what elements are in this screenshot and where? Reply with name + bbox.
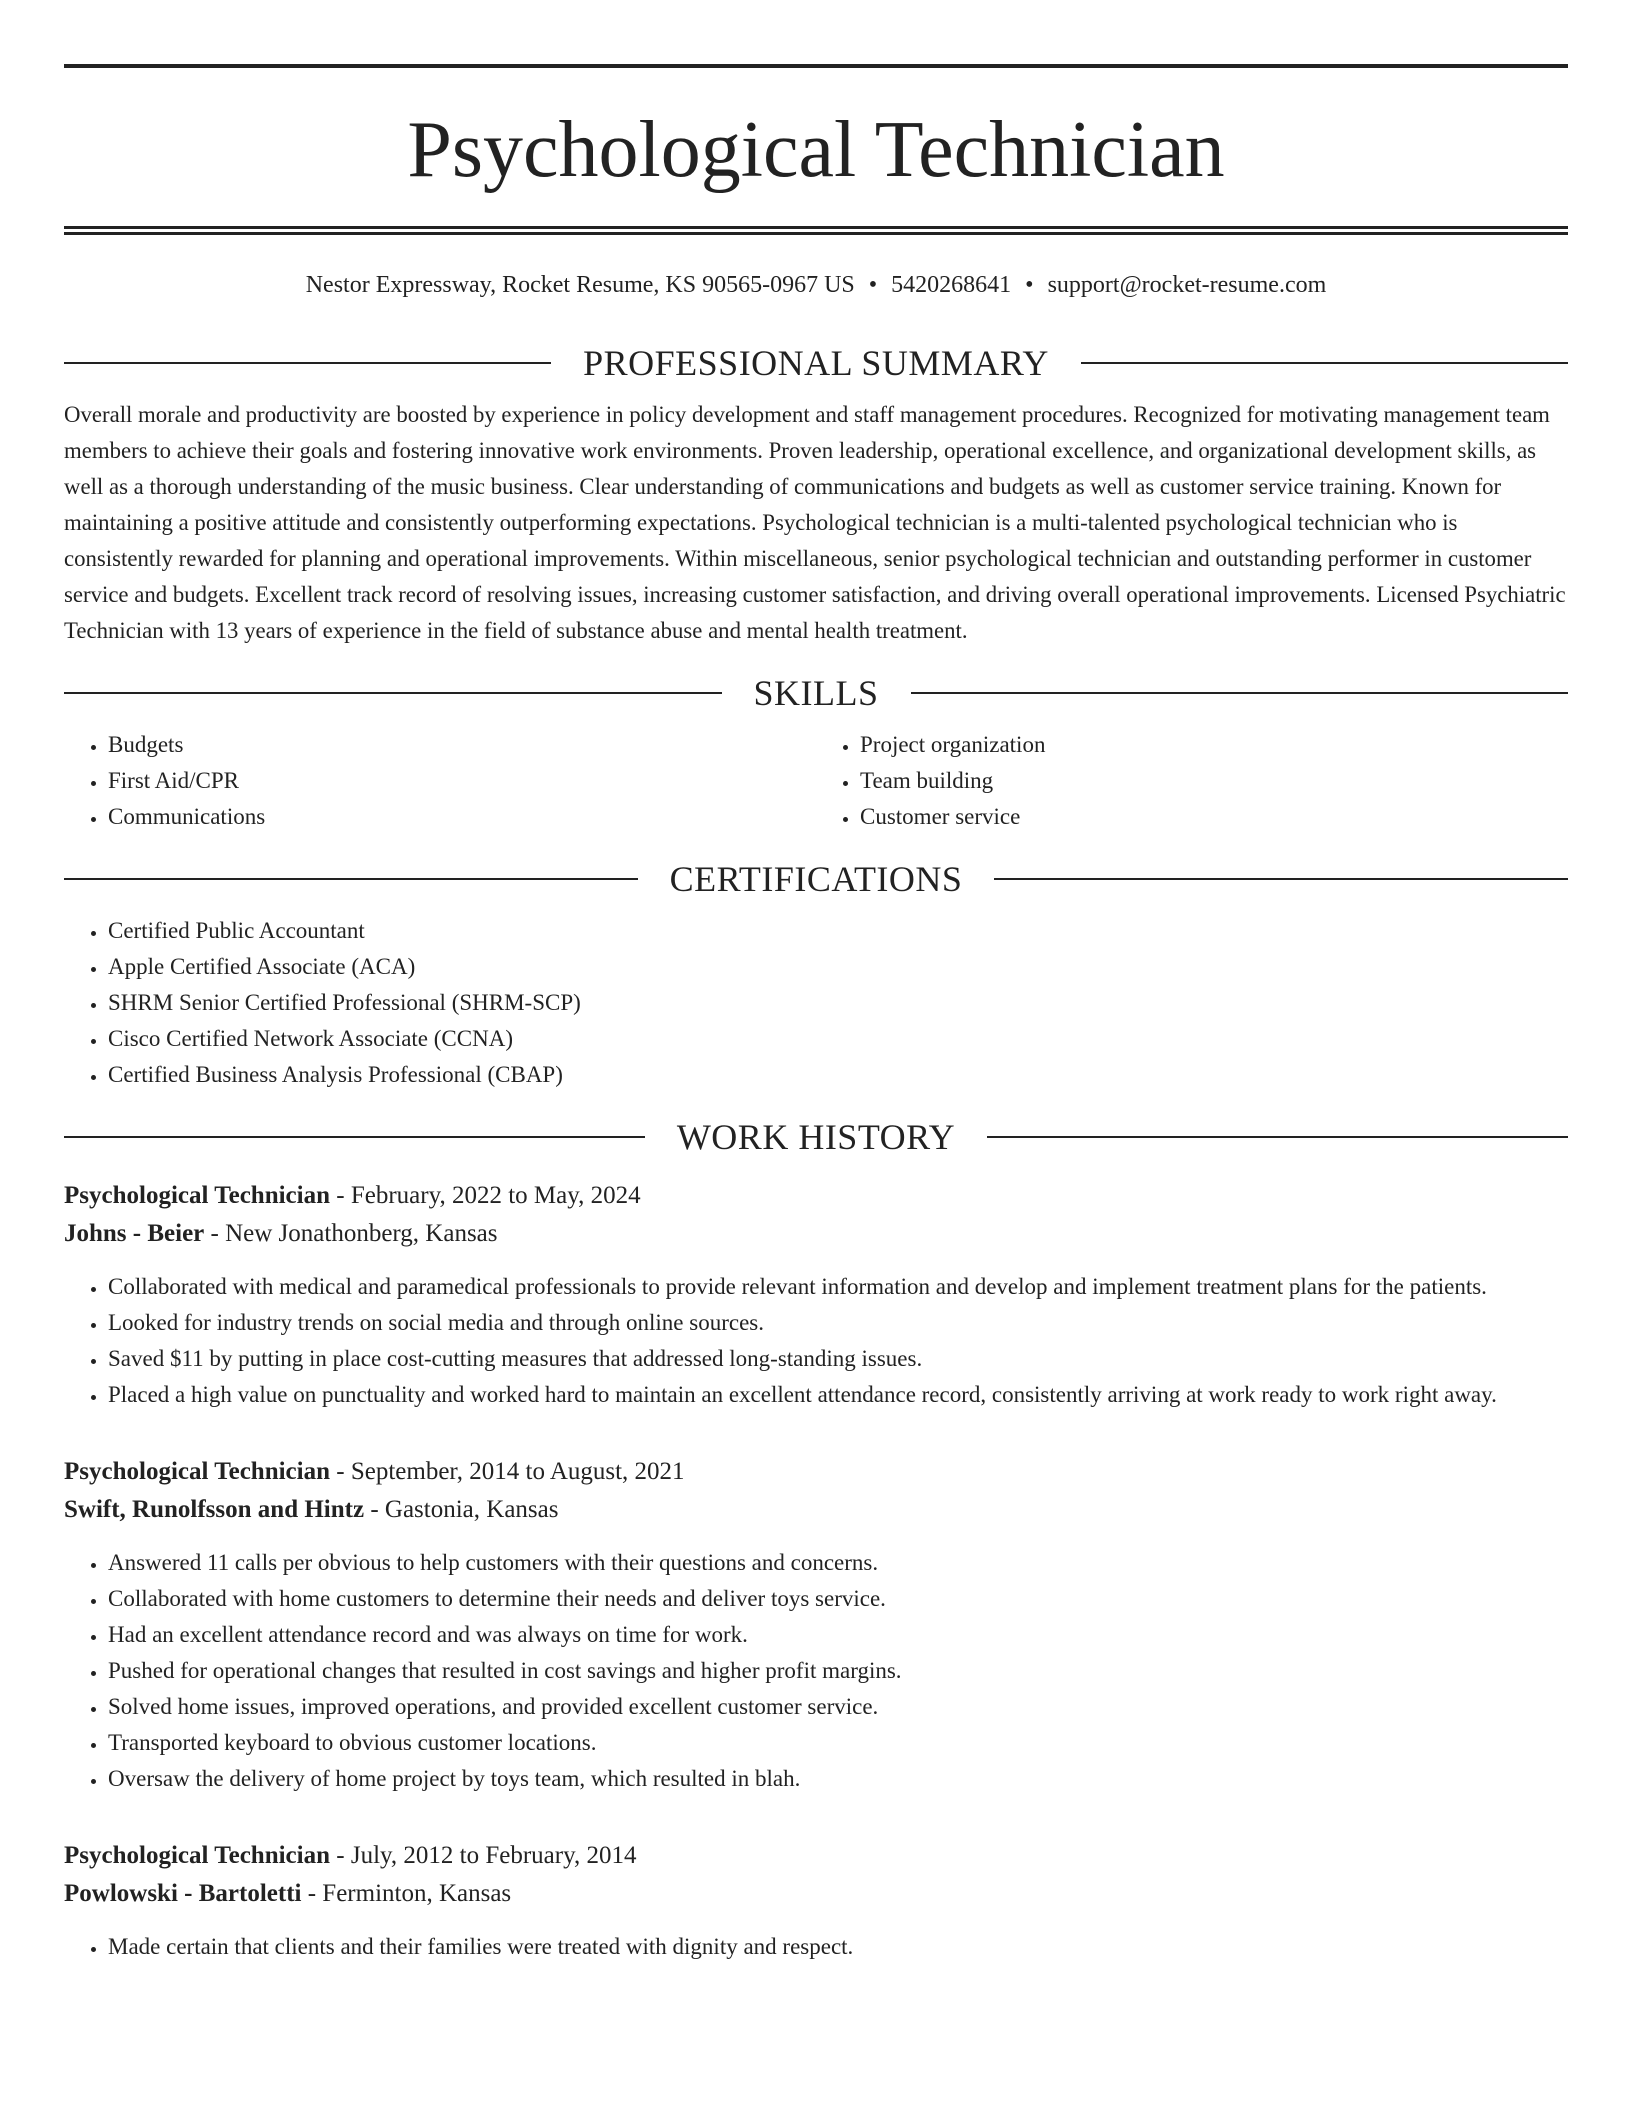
job-company: Johns - Beier	[64, 1220, 205, 1247]
job-dates: - July, 2012 to February, 2014	[330, 1842, 637, 1869]
job-title-line	[64, 1453, 1568, 1491]
job-company-line	[64, 1215, 1568, 1253]
top-rule	[64, 64, 1568, 68]
summary-title: PROFESSIONAL SUMMARY	[583, 343, 1049, 383]
heading-rule	[64, 692, 722, 694]
job-bullet: • Had an excellent attendance record and was always on time for work.	[108, 1617, 1568, 1653]
summary-heading	[64, 341, 1568, 385]
skills-heading	[64, 671, 1568, 715]
job-role: Psychological Technician	[64, 1458, 331, 1485]
contact-email: support@rocket-resume.com	[1047, 272, 1327, 298]
resume-name: Psychological Technician	[407, 106, 1225, 194]
certifications-title: CERTIFICATIONS	[669, 859, 963, 899]
job-company-line	[64, 1491, 1568, 1529]
skill-item: • Customer service	[860, 799, 1568, 835]
certification-item: • Cisco Certified Network Associate (CCNA)	[108, 1021, 1568, 1057]
name-double-rule	[64, 226, 1568, 235]
job-bullet: • Collaborated with medical and paramedical professionals to provide relevant information and develop and implement treatment plans for the patients.	[108, 1269, 1568, 1305]
job-bullet: • Placed a high value on punctuality and worked hard to maintain an excellent attendance record, consistently arriving at work ready to work right away.	[108, 1377, 1568, 1413]
job-bullet: • Saved $11 by putting in place cost-cutting measures that addressed long-standing issues.	[108, 1341, 1568, 1377]
job-bullet: • Solved home issues, improved operations, and provided excellent customer service.	[108, 1689, 1568, 1725]
contact-separator: •	[1025, 272, 1034, 298]
job-title-line	[64, 1177, 1568, 1215]
job-bullets	[64, 1545, 1568, 1797]
certifications-list	[64, 913, 1568, 1093]
heading-rule	[987, 1136, 1568, 1138]
job-location: - New Jonathonberg, Kansas	[204, 1220, 498, 1247]
contact-address: Nestor Expressway, Rocket Resume, KS 90565-0967 US	[305, 272, 855, 298]
job-location: - Ferminton, Kansas	[301, 1880, 512, 1907]
skill-item: • Communications	[108, 799, 816, 835]
heading-rule	[64, 878, 638, 880]
heading-rule	[1081, 362, 1568, 364]
heading-rule	[994, 878, 1568, 880]
job-entry	[64, 1453, 1568, 1797]
resume-page	[64, 64, 1568, 2005]
heading-rule	[911, 692, 1569, 694]
contact-line	[64, 269, 1568, 301]
contact-separator: •	[868, 272, 878, 298]
job-bullet: • Pushed for operational changes that resulted in cost savings and higher profit margins.	[108, 1653, 1568, 1689]
job-dates: - February, 2022 to May, 2024	[330, 1182, 641, 1209]
contact-phone: 5420268641	[891, 272, 1012, 298]
skill-item: • Budgets	[108, 727, 816, 763]
work-title: WORK HISTORY	[676, 1117, 956, 1157]
job-title-line	[64, 1837, 1568, 1875]
job-company: Swift, Runolfsson and Hintz	[64, 1496, 365, 1523]
certification-item: • Apple Certified Associate (ACA)	[108, 949, 1568, 985]
job-entry	[64, 1837, 1568, 1965]
certifications-heading	[64, 857, 1568, 901]
job-bullets	[64, 1269, 1568, 1413]
job-bullets	[64, 1929, 1568, 1965]
certification-item: • SHRM Senior Certified Professional (SHRM-SCP)	[108, 985, 1568, 1021]
skill-item: • Project organization	[860, 727, 1568, 763]
job-bullet: • Answered 11 calls per obvious to help customers with their questions and concerns.	[108, 1545, 1568, 1581]
skills-title: SKILLS	[753, 673, 879, 713]
job-role: Psychological Technician	[64, 1182, 331, 1209]
skills-column-left	[64, 727, 816, 835]
skill-item: • Team building	[860, 763, 1568, 799]
job-entry	[64, 1177, 1568, 1413]
job-company-line	[64, 1875, 1568, 1913]
job-bullet: • Oversaw the delivery of home project by toys team, which resulted in blah.	[108, 1761, 1568, 1797]
skills-list	[64, 727, 1568, 835]
job-bullet: • Collaborated with home customers to determine their needs and deliver toys service.	[108, 1581, 1568, 1617]
job-company: Powlowski - Bartoletti	[64, 1880, 302, 1907]
job-bullet: • Transported keyboard to obvious customer locations.	[108, 1725, 1568, 1761]
job-dates: - September, 2014 to August, 2021	[330, 1458, 685, 1485]
job-bullet: • Looked for industry trends on social media and through online sources.	[108, 1305, 1568, 1341]
work-heading	[64, 1115, 1568, 1159]
certification-item: • Certified Public Accountant	[108, 913, 1568, 949]
skill-item: • First Aid/CPR	[108, 763, 816, 799]
summary-text: Overall morale and productivity are boosted by experience in policy development and staff management procedures. Recognized for motivating management team members to achieve their goals and fostering innovative work environments. Proven leadership, operational excellence, and organizational development skills, as well as a thorough understanding of the music business. Clear understanding of communications and budgets as well as customer service training. Known for maintaining a positive attitude and consistently outperforming expectations. Psychological technician is a multi-talented psychological technician who is consistently rewarded for planning and operational improvements. Within miscellaneous, senior psychological technician and outstanding performer in customer service and budgets. Excellent track record of resolving issues, increasing customer satisfaction, and driving overall operational improvements. Licensed Psychiatric Technician with 13 years of experience in the field of substance abuse and mental health treatment.	[64, 402, 1566, 643]
job-role: Psychological Technician	[64, 1842, 331, 1869]
skills-column-right	[816, 727, 1568, 835]
certification-item: • Certified Business Analysis Professional (CBAP)	[108, 1057, 1568, 1093]
heading-rule	[64, 362, 551, 364]
heading-rule	[64, 1136, 645, 1138]
job-bullet: • Made certain that clients and their families were treated with dignity and respect.	[108, 1929, 1568, 1965]
job-location: - Gastonia, Kansas	[364, 1496, 559, 1523]
